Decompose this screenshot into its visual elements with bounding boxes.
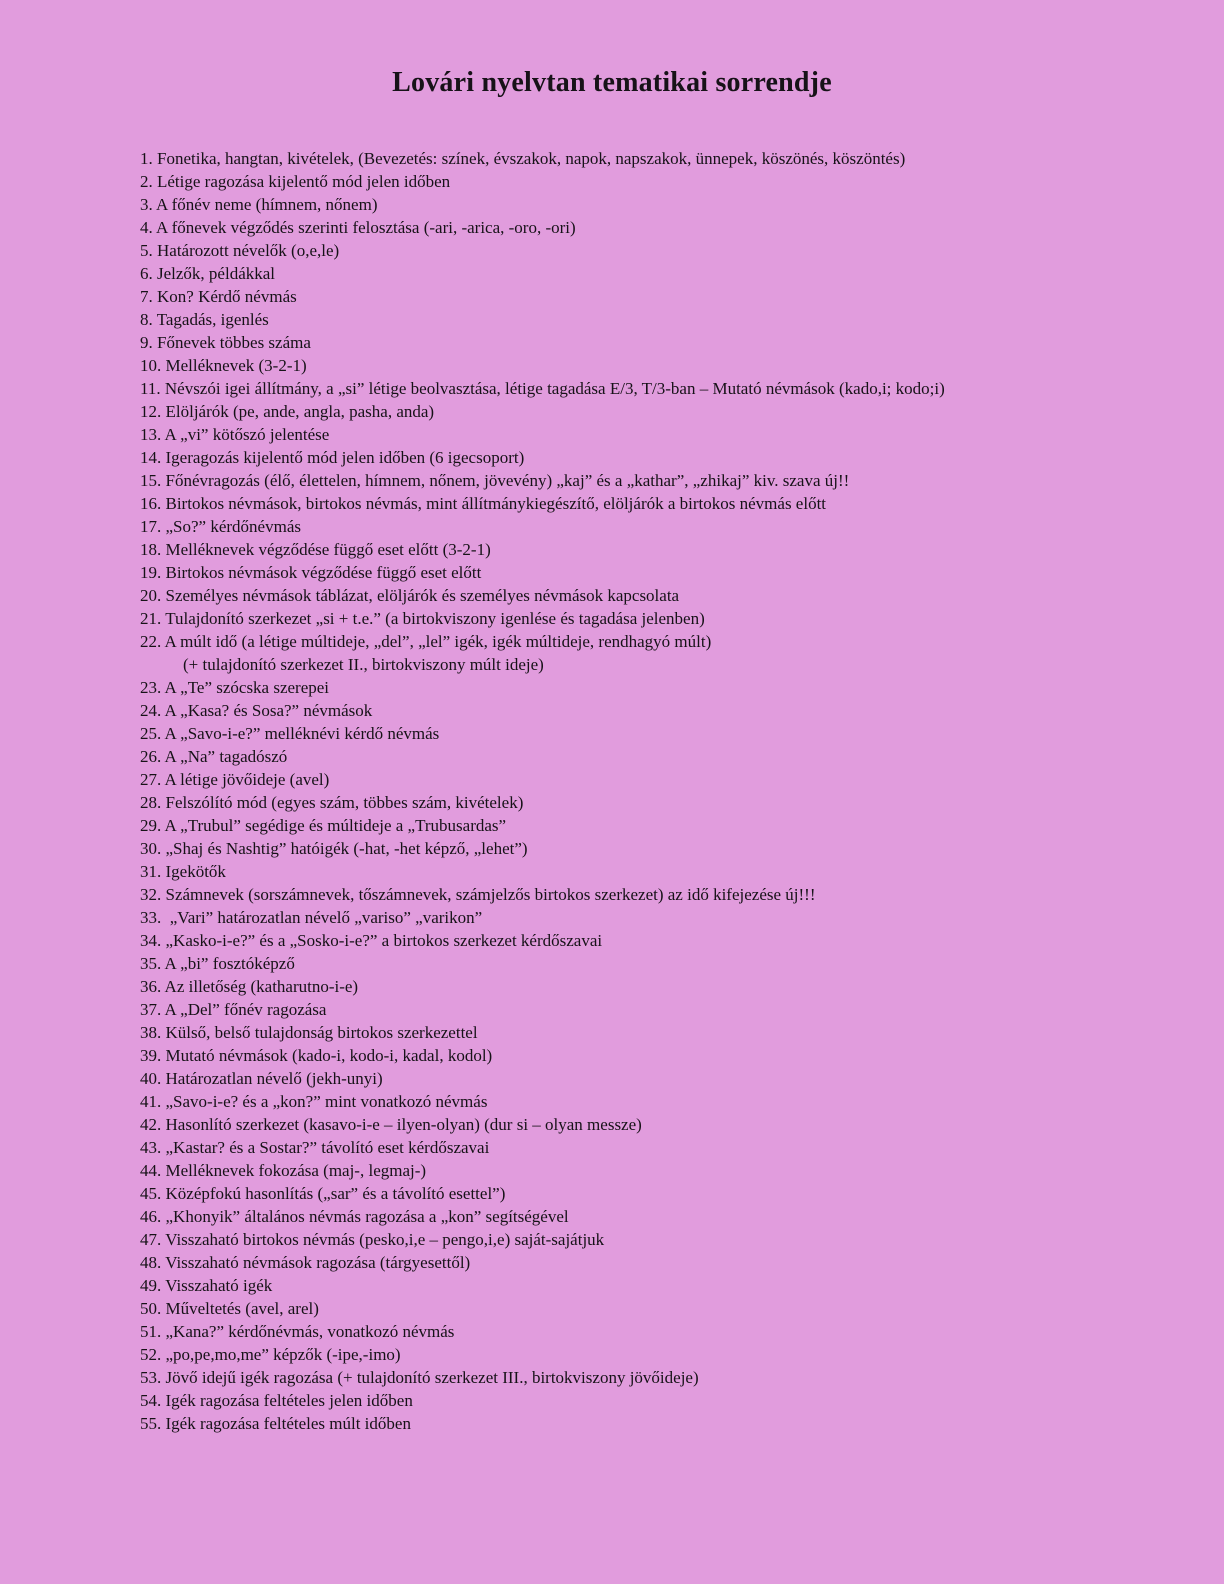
list-item: 28. Felszólító mód (egyes szám, többes szám, kivételek)	[140, 793, 524, 812]
list-item: 45. Középfokú hasonlítás („sar” és a távolító esettel”)	[140, 1184, 506, 1203]
list-item: 10. Melléknevek (3-2-1)	[140, 356, 307, 375]
list-item: 30. „Shaj és Nashtig” hatóigék (-hat, -het képző, „lehet”)	[140, 839, 528, 858]
list-item: 47. Visszaható birtokos névmás (pesko,i,e – pengo,i,e) saját-sajátjuk	[140, 1230, 605, 1249]
list-item: 1. Fonetika, hangtan, kivételek, (Bevezetés: színek, évszakok, napok, napszakok, ünnepek, köszönés, köszöntés)	[140, 149, 906, 168]
list-item: 32. Számnevek (sorszámnevek, tőszámnevek, számjelzős birtokos szerkezet) az idő kifejezése új!!!	[140, 885, 816, 904]
list-item: 15. Főnévragozás (élő, élettelen, hímnem, nőnem, jövevény) „kaj” és a „kathar”, „zhikaj” kiv. szava új!!	[140, 471, 850, 490]
list-item: 13. A „vi” kötőszó jelentése	[140, 425, 330, 444]
list-item: 14. Igeragozás kijelentő mód jelen időben (6 igecsoport)	[140, 448, 525, 467]
list-item: 38. Külső, belső tulajdonság birtokos szerkezettel	[140, 1023, 478, 1042]
list-item: 19. Birtokos névmások végződése függő eset előtt	[140, 563, 482, 582]
list-item: 7. Kon? Kérdő névmás	[140, 287, 297, 306]
list-item: 26. A „Na” tagadószó	[140, 747, 288, 766]
list-item-continuation: (+ tulajdonító szerkezet II., birtokviszony múlt ideje)	[183, 655, 544, 674]
topic-list	[0, 147, 1224, 1435]
list-item: 4. A főnevek végződés szerinti felosztása (-ari, -arica, -oro, -ori)	[140, 218, 576, 237]
list-item: 41. „Savo-i-e? és a „kon?” mint vonatkozó névmás	[140, 1092, 488, 1111]
list-item: 34. „Kasko-i-e?” és a „Sosko-i-e?” a birtokos szerkezet kérdőszavai	[140, 931, 603, 950]
list-item: 52. „po,pe,mo,me” képzők (-ipe,-imo)	[140, 1345, 401, 1364]
list-item: 21. Tulajdonító szerkezet „si + t.e.” (a birtokviszony igenlése és tagadása jelenben)	[140, 609, 705, 628]
list-item: 18. Melléknevek végződése függő eset előtt (3-2-1)	[140, 540, 491, 559]
list-item: 16. Birtokos névmások, birtokos névmás, mint állítmánykiegészítő, elöljárók a birtokos névmás előtt	[140, 494, 827, 513]
list-item: 8. Tagadás, igenlés	[140, 310, 269, 329]
list-item: 2. Létige ragozása kijelentő mód jelen időben	[140, 172, 451, 191]
list-item: 49. Visszaható igék	[140, 1276, 273, 1295]
list-item: 5. Határozott névelők (o,e,le)	[140, 241, 340, 260]
list-item: 37. A „Del” főnév ragozása	[140, 1000, 327, 1019]
list-item: 9. Főnevek többes száma	[140, 333, 311, 352]
list-item: 50. Műveltetés (avel, arel)	[140, 1299, 319, 1318]
list-item: 36. Az illetőség (katharutno-i-e)	[140, 977, 359, 996]
list-item: 6. Jelzők, példákkal	[140, 264, 276, 283]
list-item: 23. A „Te” szócska szerepei	[140, 678, 330, 697]
list-item: 17. „So?” kérdőnévmás	[140, 517, 301, 536]
list-item: 39. Mutató névmások (kado-i, kodo-i, kadal, kodol)	[140, 1046, 493, 1065]
list-item: 53. Jövő idejű igék ragozása (+ tulajdonító szerkezet III., birtokviszony jövőideje)	[140, 1368, 699, 1387]
list-item: 12. Elöljárók (pe, ande, angla, pasha, anda)	[140, 402, 435, 421]
list-item: 22. A múlt idő (a létige múltideje, „del”, „lel” igék, igék múltideje, rendhagyó múlt)	[140, 632, 712, 651]
list-item: 54. Igék ragozása feltételes jelen időben	[140, 1391, 413, 1410]
list-item: 51. „Kana?” kérdőnévmás, vonatkozó névmás	[140, 1322, 455, 1341]
list-item: 42. Hasonlító szerkezet (kasavo-i-e – ilyen-olyan) (dur si – olyan messze)	[140, 1115, 642, 1134]
list-item: 25. A „Savo-i-e?” melléknévi kérdő névmás	[140, 724, 440, 743]
list-item: 40. Határozatlan névelő (jekh-unyi)	[140, 1069, 383, 1088]
list-item: 35. A „bi” fosztóképző	[140, 954, 295, 973]
list-item: 46. „Khonyik” általános névmás ragozása a „kon” segítségével	[140, 1207, 569, 1226]
list-item: 29. A „Trubul” segédige és múltideje a „Trubusardas”	[140, 816, 507, 835]
page-title: Lovári nyelvtan tematikai sorrendje	[392, 67, 832, 98]
list-item: 33. „Vari” határozatlan névelő „variso” „varikon”	[140, 908, 483, 927]
list-item: 31. Igekötők	[140, 862, 226, 881]
list-item: 55. Igék ragozása feltételes múlt időben	[140, 1414, 411, 1433]
list-item: 27. A létige jövőideje (avel)	[140, 770, 330, 789]
list-item: 44. Melléknevek fokozása (maj-, legmaj-)	[140, 1161, 427, 1180]
list-item: 20. Személyes névmások táblázat, elöljárók és személyes névmások kapcsolata	[140, 586, 680, 605]
list-item: 11. Névszói igei állítmány, a „si” létige beolvasztása, létige tagadása E/3, T/3-ban – Mutató névmások (kado,i; kodo;i)	[140, 379, 945, 398]
list-item: 24. A „Kasa? és Sosa?” névmások	[140, 701, 373, 720]
list-item: 3. A főnév neme (hímnem, nőnem)	[140, 195, 378, 214]
list-item: 43. „Kastar? és a Sostar?” távolító eset kérdőszavai	[140, 1138, 490, 1157]
list-item: 48. Visszaható névmások ragozása (tárgyesettől)	[140, 1253, 471, 1272]
